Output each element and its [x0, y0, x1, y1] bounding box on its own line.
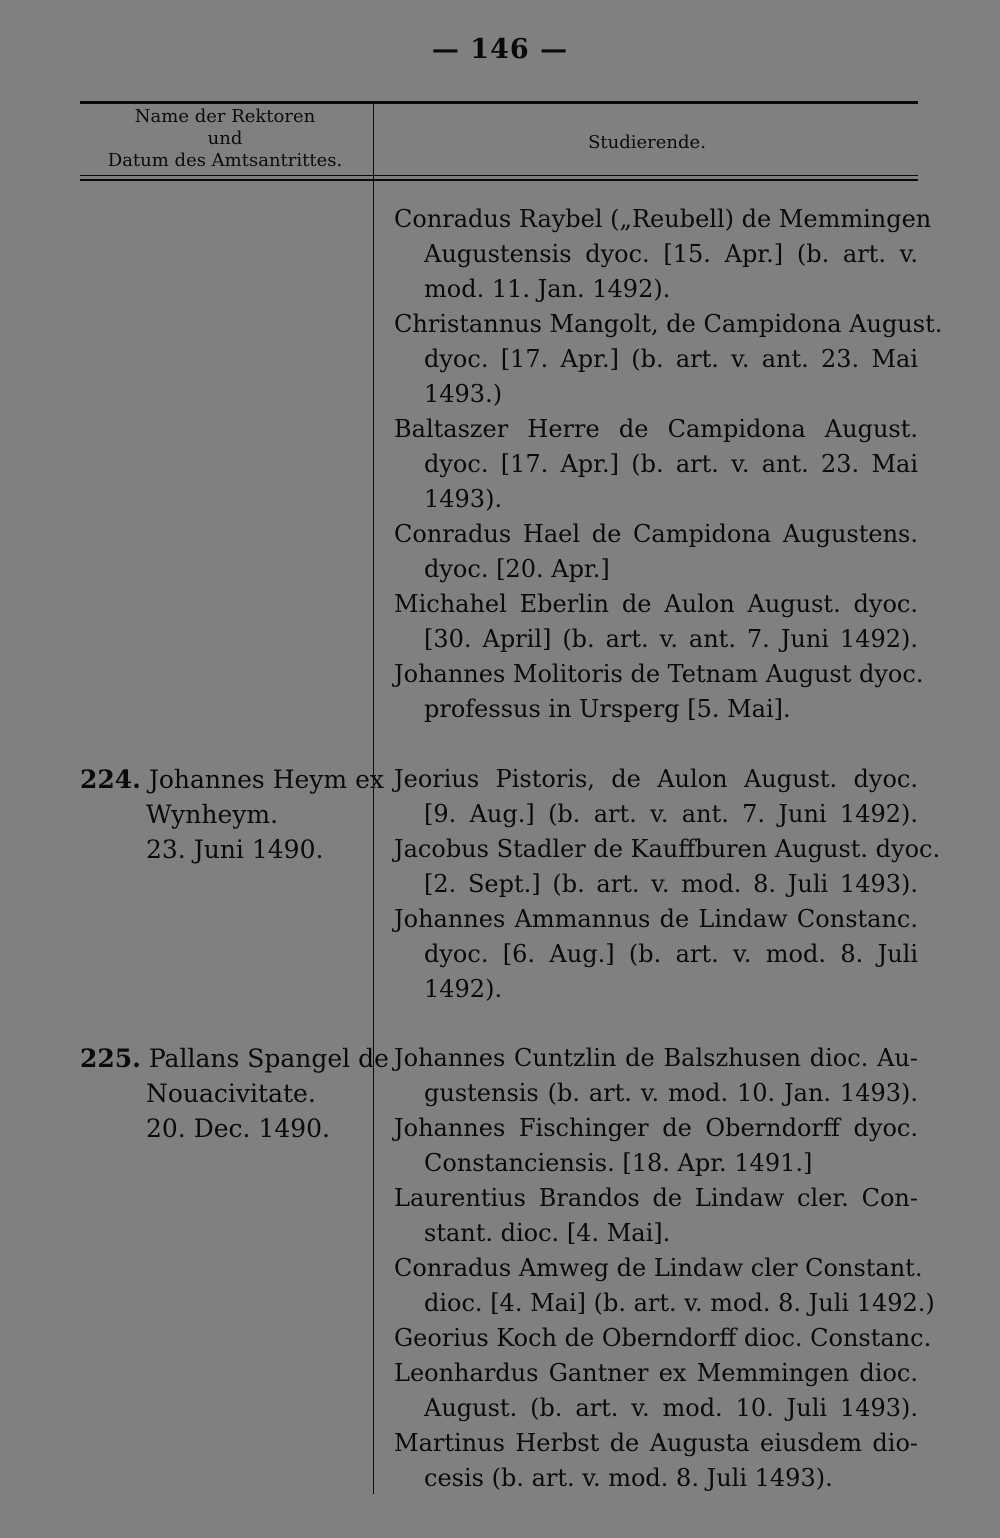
- student-line: dyoc. [20. Apr.]: [424, 555, 610, 583]
- student-entry: [394, 1181, 918, 1251]
- student-line: Johannes Fischinger de Oberndorff dyoc.: [394, 1114, 918, 1142]
- student-line: [2. Sept.] (b. art. v. mod. 8. Juli 1493).: [424, 870, 918, 898]
- student-entry: [394, 1356, 918, 1426]
- student-entry: [394, 307, 943, 412]
- student-line: Johannes Ammannus de Lindaw Constanc.: [394, 905, 918, 933]
- student-line: professus in Ursperg [5. Mai].: [424, 695, 791, 723]
- header-rectors-column: [80, 106, 370, 172]
- header-top-rule: [80, 101, 918, 104]
- rector-225-line-1: [80, 1041, 389, 1076]
- student-line: stant. dioc. [4. Mai].: [424, 1219, 671, 1247]
- student-line: 1493.): [424, 380, 503, 408]
- student-entry: [394, 657, 924, 727]
- rector-225-line-2: Nouacivitate.: [146, 1079, 316, 1108]
- student-line: 1492).: [424, 975, 503, 1003]
- student-line: Conradus Amweg de Lindaw cler Constant.: [394, 1254, 923, 1282]
- rector-224-line-1: [80, 762, 384, 797]
- rector-224-name: Johannes Heym ex: [148, 765, 384, 794]
- header-students-column: Studierende.: [588, 132, 706, 153]
- student-entry: [394, 1426, 918, 1496]
- student-entry: [394, 202, 932, 307]
- student-line: Martinus Herbst de Augusta eiusdem dio-: [394, 1429, 918, 1457]
- rector-225-number: 225.: [80, 1044, 141, 1073]
- student-line: Johannes Cuntzlin de Balszhusen dioc. Au-: [394, 1044, 918, 1072]
- header-rectors-line-2: und: [207, 128, 243, 149]
- student-line: Augustensis dyoc. [15. Apr.] (b. art. v.: [424, 240, 918, 268]
- student-entry: [394, 832, 941, 902]
- rector-224-number: 224.: [80, 765, 141, 794]
- student-line: mod. 11. Jan. 1492).: [424, 275, 671, 303]
- student-line: cesis (b. art. v. mod. 8. Juli 1493).: [424, 1464, 833, 1492]
- rector-224-line-2: Wynheym.: [146, 800, 279, 829]
- student-line: Johannes Molitoris de Tetnam August dyoc.: [394, 660, 924, 688]
- student-line: Jacobus Stadler de Kauffburen August. dyoc.: [394, 835, 941, 863]
- student-line: Conradus Hael de Campidona Augustens.: [394, 520, 918, 548]
- student-line: Conradus Raybel („Reubell) de Memmingen: [394, 205, 932, 233]
- student-line: gustensis (b. art. v. mod. 10. Jan. 1493).: [424, 1079, 918, 1107]
- student-line: Jeorius Pistoris, de Aulon August. dyoc.: [394, 765, 918, 793]
- rector-entry-225: [80, 1041, 389, 1146]
- student-line: Constanciensis. [18. Apr. 1491.]: [424, 1149, 813, 1177]
- student-line: dyoc. [6. Aug.] (b. art. v. mod. 8. Juli: [424, 940, 918, 968]
- student-line: [9. Aug.] (b. art. v. ant. 7. Juni 1492).: [424, 800, 918, 828]
- student-entry: [394, 1111, 918, 1181]
- students-group-2: [394, 762, 941, 1007]
- rector-225-date: 20. Dec. 1490.: [146, 1114, 331, 1143]
- student-line: Laurentius Brandos de Lindaw cler. Con-: [394, 1184, 918, 1212]
- student-line: Christannus Mangolt, de Campidona August.: [394, 310, 943, 338]
- student-line: [30. April] (b. art. v. ant. 7. Juni 1492).: [424, 625, 918, 653]
- students-group-3: [394, 1041, 935, 1496]
- student-entry: [394, 762, 918, 832]
- student-line: dioc. [4. Mai] (b. art. v. mod. 8. Juli 1492.): [424, 1289, 935, 1317]
- student-line: Georius Koch de Oberndorff dioc. Constanc.: [394, 1324, 932, 1352]
- student-line: dyoc. [17. Apr.] (b. art. v. ant. 23. Mai: [424, 345, 918, 373]
- header-rectors-line-1: Name der Rektoren: [134, 106, 316, 127]
- student-line: Baltaszer Herre de Campidona August.: [394, 415, 918, 443]
- students-group-1: [394, 202, 943, 727]
- student-line: Leonhardus Gantner ex Memmingen dioc.: [394, 1359, 918, 1387]
- student-entry: [394, 517, 918, 587]
- rector-224-date: 23. Juni 1490.: [146, 835, 324, 864]
- student-entry: [394, 902, 918, 1007]
- header-bottom-rule: [80, 175, 918, 176]
- page-number: — 146 —: [431, 34, 569, 65]
- header-bottom-rule-double: [80, 179, 918, 181]
- student-entry: [394, 412, 918, 517]
- student-entry: [394, 587, 918, 657]
- student-line: dyoc. [17. Apr.] (b. art. v. ant. 23. Mai: [424, 450, 918, 478]
- student-line: Michahel Eberlin de Aulon August. dyoc.: [394, 590, 918, 618]
- student-entry: [394, 1041, 918, 1111]
- student-entry: [394, 1321, 932, 1356]
- student-line: August. (b. art. v. mod. 10. Juli 1493).: [424, 1394, 918, 1422]
- student-line: 1493).: [424, 485, 503, 513]
- header-rectors-line-3: Datum des Amtsantrittes.: [107, 150, 343, 171]
- rector-225-name: Pallans Spangel de: [148, 1044, 389, 1073]
- rector-entry-224: [80, 762, 384, 867]
- student-entry: [394, 1251, 935, 1321]
- column-divider: [373, 101, 374, 1494]
